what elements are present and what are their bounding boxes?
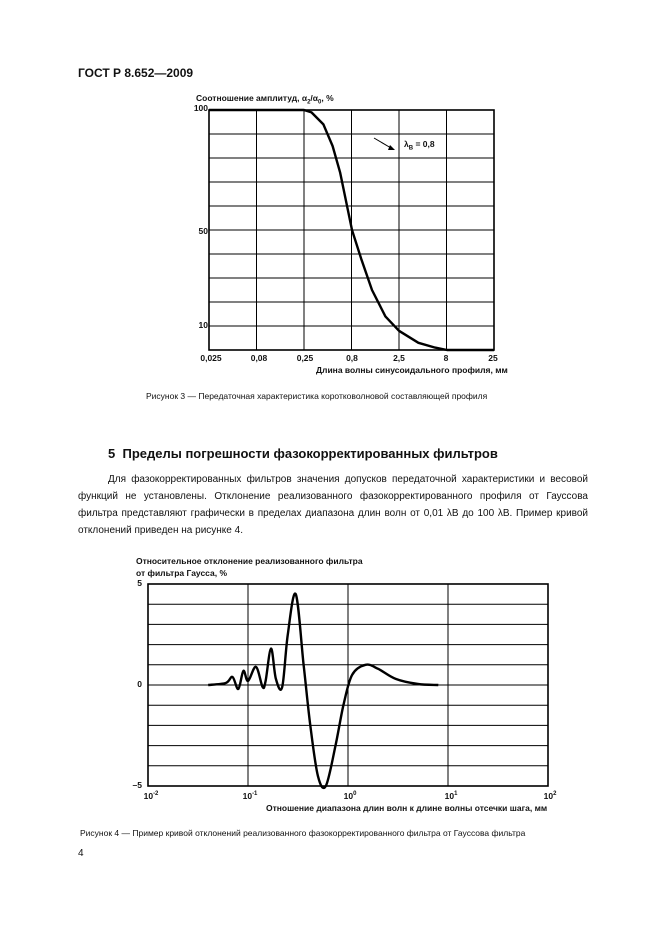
fig3-xtick: 0,25 [296, 353, 314, 363]
fig3-xtick: 2,5 [393, 353, 405, 363]
fig4-curve-group [208, 594, 438, 788]
fig4-series-line [208, 594, 438, 788]
fig4-y-axis-label-line2: от фильтра Гаусса, % [136, 568, 228, 578]
fig3-caption: Рисунок 3 — Передаточная характеристика коротковолновой составляющей профиля [146, 391, 488, 401]
fig3-curve-annotation: $\lambda_В = 0,8$ [404, 139, 435, 152]
fig4-caption: Рисунок 4 — Пример кривой отклонений реализованного фазокорректированного фильтра от Гауссова фильтра [80, 828, 526, 838]
fig4-xtick: $10^{-1}$ [242, 791, 258, 801]
fig3-xtick: 0,8 [346, 353, 358, 363]
fig4-y-axis-label-line1: Относительное отклонение реализованного фильтра [136, 556, 363, 566]
body-paragraph: Для фазокорректированных фильтров значения допусков передаточной характеристики и весовой функций не установлены. Отклонение реализованного фазокорректированного профиля от Гауссова фильтра представляют графически в пределах диапазона длин волн от 0,01 λВ до 100 λВ. Пример кривой отклонений приведен на рисунке 4. [78, 474, 588, 536]
fig3-xtick: 8 [443, 353, 449, 363]
fig4-ytick-0: 0 [137, 679, 142, 689]
fig3-ytick-10: 10 [198, 320, 208, 330]
fig3-x-axis-label: Длина волны синусоидального профиля, мм [316, 365, 508, 375]
fig3-y-axis-label: Соотношение амплитуд, $\alpha_2/\alpha_0$, % [196, 93, 334, 106]
fig3-xtick: 0,08 [250, 353, 268, 363]
fig3-ytick-50: 50 [198, 226, 208, 236]
fig3-xtick: 0,025 [200, 353, 222, 363]
fig4-xtick: $10^1$ [444, 791, 458, 801]
fig3-ytick-100: 100 [193, 103, 208, 113]
section-heading: 5 Пределы погрешности фазокорректированных фильтров [108, 446, 498, 461]
fig4-ytick-5: 5 [137, 578, 142, 588]
fig4-xtick: $10^0$ [343, 791, 357, 801]
fig4-ytick-neg5: –5 [132, 780, 142, 790]
fig4-x-axis-label: Отношение диапазона длин волн к длине волны отсечки шага, мм [266, 803, 548, 813]
fig3-xtick: 25 [488, 353, 498, 363]
document-standard-header: ГОСТ Р 8.652—2009 [78, 66, 194, 80]
fig4-xtick: $10^{-2}$ [143, 791, 159, 801]
fig4-xtick: $10^2$ [543, 791, 557, 801]
page-number: 4 [78, 848, 84, 859]
